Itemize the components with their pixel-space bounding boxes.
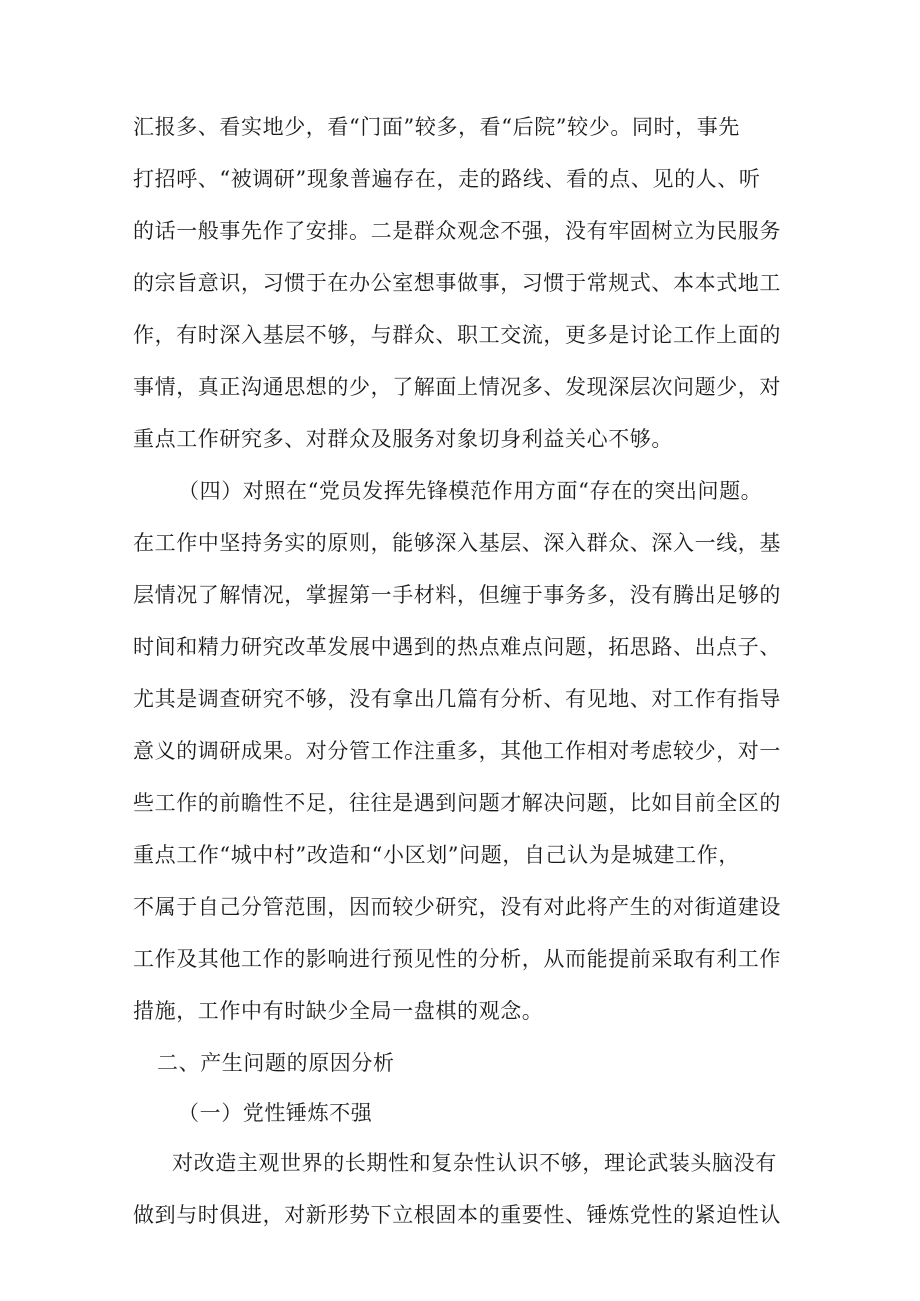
- text-line-15: 重点工作“城中村”改造和“小区划”问题，自己认为是城建工作，: [133, 843, 740, 867]
- text-line-14: 些工作的前瞻性不足，往往是遇到问题才解决问题，比如目前全区的: [133, 791, 781, 815]
- text-line-4: 的宗旨意识，习惯于在办公室想事做事，习惯于常规式、本本式地工: [133, 271, 781, 295]
- text-line-11: 时间和精力研究改革发展中遇到的热点难点问题，拓思路、出点子、: [133, 635, 781, 659]
- subsection-one-heading: （一）党性锤炼不强: [178, 1101, 373, 1125]
- text-line-16: 不属于自己分管范围，因而较少研究，没有对此将产生的对街道建设: [133, 895, 781, 919]
- section-two-heading: 二、产生问题的原因分析: [157, 1051, 395, 1075]
- text-line-12: 尤其是调查研究不够，没有拿出几篇有分析、有见地、对工作有指导: [133, 687, 781, 711]
- text-line-3: 的话一般事先作了安排。二是群众观念不强，没有牢固树立为民服务: [133, 219, 781, 243]
- text-line-2: 打招呼、“被调研”现象普遍存在，走的路线、看的点、见的人、听: [133, 167, 761, 191]
- text-line-22: 做到与时俱进，对新形势下立根固本的重要性、锤炼党性的紧迫性认: [133, 1203, 781, 1227]
- text-line-5: 作，有时深入基层不够，与群众、职工交流，更多是讨论工作上面的: [133, 323, 781, 347]
- text-line-21: 对改造主观世界的长期性和复杂性认识不够，理论武装头脑没有: [172, 1151, 777, 1175]
- text-line-1: 汇报多、看实地少，看“门面”较多，看“后院”较少。同时，事先: [133, 115, 740, 139]
- text-line-7: 重点工作研究多、对群众及服务对象切身利益关心不够。: [133, 427, 673, 451]
- text-line-17: 工作及其他工作的影响进行预见性的分析，从而能提前采取有利工作: [133, 947, 781, 971]
- text-line-6: 事情，真正沟通思想的少，了解面上情况多、发现深层次问题少，对: [133, 375, 781, 399]
- text-line-10: 层情况了解情况，掌握第一手材料，但缠于事务多，没有腾出足够的: [133, 583, 781, 607]
- section-four-heading: （四）对照在“党员发挥先锋模范作用方面“存在的突出问题。: [178, 479, 763, 503]
- text-line-9: 在工作中坚持务实的原则，能够深入基层、深入群众、深入一线，基: [133, 531, 781, 555]
- text-line-13: 意义的调研成果。对分管工作注重多，其他工作相对考虑较少，对一: [133, 739, 781, 763]
- text-line-18: 措施，工作中有时缺少全局一盘棋的观念。: [133, 999, 544, 1023]
